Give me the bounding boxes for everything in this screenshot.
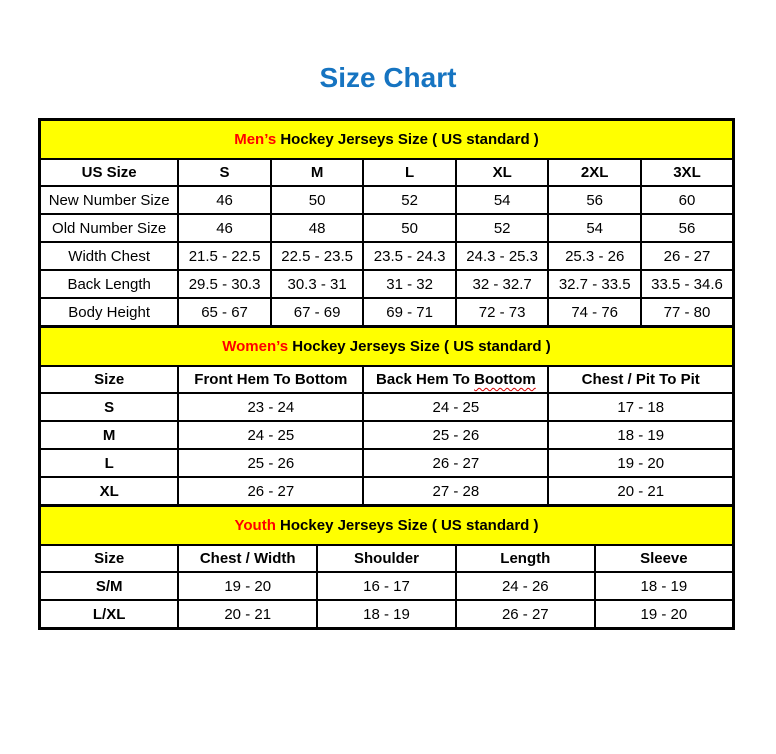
- row-label-cell: S/M: [40, 572, 179, 600]
- value-cell: 24.3 - 25.3: [456, 242, 549, 270]
- value-cell: 65 - 67: [178, 298, 271, 327]
- misspelled-word: Boottom: [474, 371, 536, 388]
- value-cell: 16 - 17: [317, 572, 456, 600]
- column-header-cell: Size: [40, 545, 179, 572]
- column-header-cell: Chest / Width: [178, 545, 317, 572]
- row-label-cell: L/XL: [40, 600, 179, 629]
- value-cell: 19 - 20: [548, 449, 733, 477]
- value-cell: 24 - 25: [178, 421, 363, 449]
- value-cell: 74 - 76: [548, 298, 641, 327]
- youth-size-table: [38, 504, 735, 630]
- value-cell: 24 - 25: [363, 393, 548, 421]
- table-row: [40, 477, 734, 506]
- row-label-cell: Width Chest: [40, 242, 179, 270]
- row-label-cell: S: [40, 393, 179, 421]
- value-cell: 19 - 20: [595, 600, 734, 629]
- row-label-cell: L: [40, 449, 179, 477]
- value-cell: 26 - 27: [363, 449, 548, 477]
- value-cell: 25.3 - 26: [548, 242, 641, 270]
- value-cell: 20 - 21: [178, 600, 317, 629]
- column-header-cell: Shoulder: [317, 545, 456, 572]
- row-label-cell: Old Number Size: [40, 214, 179, 242]
- value-cell: 19 - 20: [178, 572, 317, 600]
- row-label-cell: XL: [40, 477, 179, 506]
- value-cell: 23 - 24: [178, 393, 363, 421]
- column-header-cell: Chest / Pit To Pit: [548, 366, 733, 393]
- column-header-cell: S: [178, 159, 271, 186]
- section-title-text: Hockey Jerseys Size ( US standard ): [288, 338, 551, 355]
- column-header-cell: M: [271, 159, 364, 186]
- table-row: [40, 214, 734, 242]
- value-cell: 54: [456, 186, 549, 214]
- column-header-text: Back Hem To: [376, 371, 475, 388]
- value-cell: 30.3 - 31: [271, 270, 364, 298]
- column-header-cell: Size: [40, 366, 179, 393]
- table-row: [40, 421, 734, 449]
- value-cell: 50: [271, 186, 364, 214]
- value-cell: 23.5 - 24.3: [363, 242, 456, 270]
- row-label-cell: New Number Size: [40, 186, 179, 214]
- value-cell: 26 - 27: [641, 242, 734, 270]
- row-label-cell: Back Length: [40, 270, 179, 298]
- value-cell: 46: [178, 186, 271, 214]
- mens-size-table: [38, 118, 735, 328]
- table-row: [40, 449, 734, 477]
- section-title-cell: [40, 506, 734, 546]
- value-cell: 18 - 19: [595, 572, 734, 600]
- value-cell: 32.7 - 33.5: [548, 270, 641, 298]
- section-title-highlight: Women’s: [222, 338, 289, 355]
- column-header-cell: L: [363, 159, 456, 186]
- value-cell: 54: [548, 214, 641, 242]
- table-row: [40, 572, 734, 600]
- value-cell: 25 - 26: [363, 421, 548, 449]
- table-row: [40, 242, 734, 270]
- value-cell: 33.5 - 34.6: [641, 270, 734, 298]
- section-title-cell: [40, 120, 734, 160]
- table-row: [40, 298, 734, 327]
- size-chart: [38, 118, 735, 630]
- value-cell: 18 - 19: [317, 600, 456, 629]
- value-cell: 21.5 - 22.5: [178, 242, 271, 270]
- section-title-cell: [40, 327, 734, 367]
- row-label-cell: Body Height: [40, 298, 179, 327]
- table-row: [40, 393, 734, 421]
- value-cell: 52: [456, 214, 549, 242]
- column-header-cell: XL: [456, 159, 549, 186]
- table-row: [40, 270, 734, 298]
- section-title-text: Hockey Jerseys Size ( US standard ): [275, 517, 539, 534]
- value-cell: 27 - 28: [363, 477, 548, 506]
- value-cell: 60: [641, 186, 734, 214]
- column-header-cell: [363, 366, 548, 393]
- value-cell: 31 - 32: [363, 270, 456, 298]
- value-cell: 48: [271, 214, 364, 242]
- table-row: [40, 600, 734, 629]
- value-cell: 24 - 26: [456, 572, 595, 600]
- value-cell: 72 - 73: [456, 298, 549, 327]
- section-title-highlight: Youth: [234, 517, 276, 534]
- value-cell: 56: [548, 186, 641, 214]
- row-label-cell: M: [40, 421, 179, 449]
- value-cell: 17 - 18: [548, 393, 733, 421]
- column-header-cell: 3XL: [641, 159, 734, 186]
- value-cell: 69 - 71: [363, 298, 456, 327]
- value-cell: 56: [641, 214, 734, 242]
- value-cell: 32 - 32.7: [456, 270, 549, 298]
- column-header-cell: 2XL: [548, 159, 641, 186]
- value-cell: 26 - 27: [178, 477, 363, 506]
- value-cell: 18 - 19: [548, 421, 733, 449]
- womens-size-table: [38, 325, 735, 507]
- section-title-row: [40, 506, 734, 546]
- table-row: [40, 186, 734, 214]
- value-cell: 22.5 - 23.5: [271, 242, 364, 270]
- column-header-cell: Front Hem To Bottom: [178, 366, 363, 393]
- section-title-highlight: Men’s: [234, 131, 277, 148]
- value-cell: 25 - 26: [178, 449, 363, 477]
- value-cell: 26 - 27: [456, 600, 595, 629]
- value-cell: 20 - 21: [548, 477, 733, 506]
- column-header-row: [40, 159, 734, 186]
- value-cell: 50: [363, 214, 456, 242]
- value-cell: 52: [363, 186, 456, 214]
- column-header-cell: Length: [456, 545, 595, 572]
- value-cell: 46: [178, 214, 271, 242]
- column-header-cell: US Size: [40, 159, 179, 186]
- section-title-text: Hockey Jerseys Size ( US standard ): [276, 131, 539, 148]
- value-cell: 77 - 80: [641, 298, 734, 327]
- value-cell: 29.5 - 30.3: [178, 270, 271, 298]
- section-title-row: [40, 120, 734, 160]
- column-header-row: [40, 366, 734, 393]
- column-header-cell: Sleeve: [595, 545, 734, 572]
- section-title-row: [40, 327, 734, 367]
- value-cell: 67 - 69: [271, 298, 364, 327]
- page-title: Size Chart: [319, 62, 457, 93]
- column-header-row: [40, 545, 734, 572]
